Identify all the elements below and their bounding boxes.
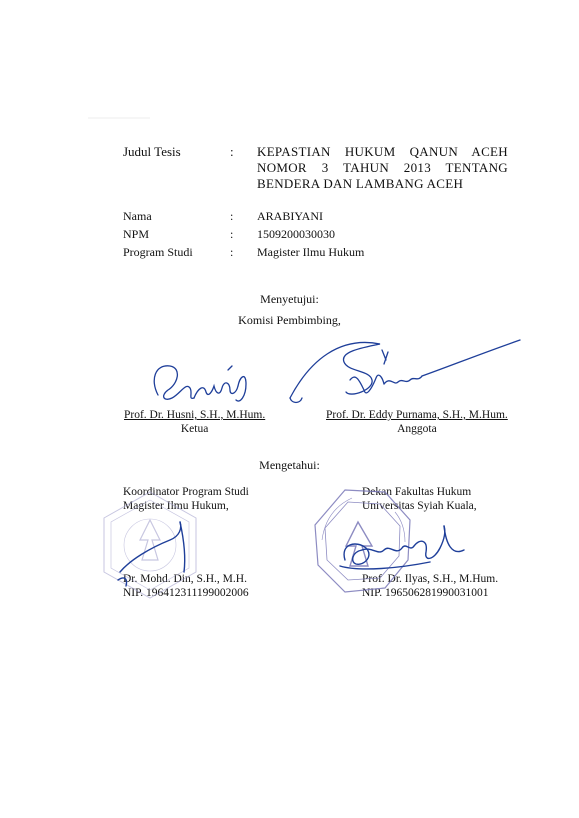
- field-colon: :: [230, 209, 234, 223]
- field-name: [123, 208, 508, 224]
- field-colon: :: [230, 144, 234, 159]
- dean-name: Prof. Dr. Ilyas, S.H., M.Hum.: [362, 573, 499, 585]
- supervisor-member-name: Prof. Dr. Eddy Purnama, S.H., M.Hum.: [326, 409, 508, 421]
- field-value: KEPASTIAN HUKUM QANUN ACEH NOMOR 3 TAHUN 2013 TENTANG BENDERA DAN LAMBANG ACEH: [257, 144, 508, 191]
- field-colon: :: [230, 227, 234, 241]
- field-label: Judul Tesis: [123, 144, 181, 159]
- signature-dean: [340, 526, 464, 569]
- field-value: 1509200030030: [257, 227, 335, 241]
- acknowledgement-heading: Mengetahui:: [259, 458, 320, 472]
- coordinator-nip: NIP. 196412311199002006: [123, 587, 249, 599]
- field-value: Magister Ilmu Hukum: [257, 245, 365, 259]
- field-thesis-title: [123, 144, 508, 192]
- field-label: Nama: [123, 209, 152, 223]
- field-label: Program Studi: [123, 245, 193, 259]
- supervisor-chair: [124, 408, 265, 436]
- field-label: NPM: [123, 227, 150, 241]
- supervisor-member: [326, 408, 508, 436]
- approval-heading: Menyetujui:: [260, 292, 319, 306]
- coordinator-title: [123, 485, 249, 513]
- coordinator-signatory: [123, 572, 249, 600]
- dean-signatory: [362, 572, 498, 600]
- coordinator-name: Dr. Mohd. Din, S.H., M.H.: [123, 573, 247, 585]
- signature-chair: [154, 366, 246, 401]
- supervisor-chair-role: Ketua: [180, 423, 209, 435]
- dean-title-line1: Dekan Fakultas Hukum: [362, 486, 472, 498]
- coordinator-title-line1: Koordinator Program Studi: [123, 486, 249, 498]
- field-colon: :: [230, 245, 234, 259]
- field-npm: [123, 226, 508, 242]
- signature-member: [290, 340, 520, 403]
- committee-heading: Komisi Pembimbing,: [238, 313, 341, 327]
- supervisor-member-role: Anggota: [397, 423, 437, 435]
- thesis-info: [123, 144, 508, 262]
- field-study-program: [123, 244, 508, 260]
- dean-nip: NIP. 196506281990031001: [362, 587, 489, 599]
- dean-title-line2: Universitas Syiah Kuala,: [362, 500, 477, 512]
- supervisor-chair-name: Prof. Dr. Husni, S.H., M.Hum.: [124, 409, 266, 421]
- field-value: ARABIYANI: [257, 209, 323, 223]
- dean-title: [362, 485, 477, 513]
- coordinator-title-line2: Magister Ilmu Hukum,: [123, 500, 229, 512]
